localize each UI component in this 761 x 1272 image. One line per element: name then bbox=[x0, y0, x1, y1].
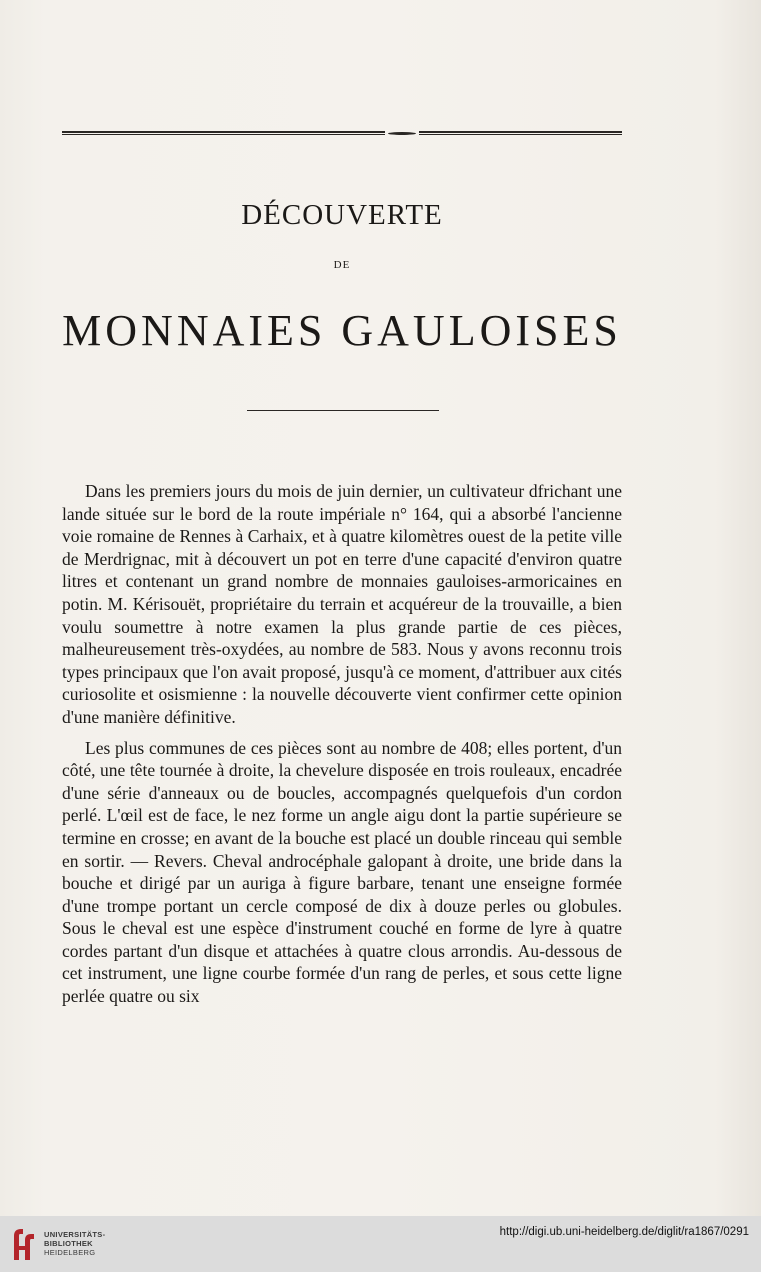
paragraph-2: Les plus communes de ces pièces sont au nombre de 408; elles portent, d'un côté, une tête tournée à droite, la chevelure disposée en trois rouleaux, encadrée d'une série d'anneaux ou de boucles, accompagnés quelquefois d'un cordon perlé. L'œil est de face, le nez forme un angle aigu dont la partie supérieure se termine en crosse; en avant de la bouche est placé un double rinceau qui semble en sortir. — Revers. Cheval androcéphale galopant à droite, une bride dans la bouche et dirigé par un auriga à figure barbare, tenant une enseigne formée d'une trompe portant un cercle composé de dix à douze perles ou globules. Sous le cheval est une espèce d'instrument couché en forme de lyre à quatre cordes partant d'un disque et attachées à quatre clous arrondis. Au-dessous de cet instrument, une ligne courbe formée d'un rang de perles, et sous cette ligne perlée quatre ou six bbox=[62, 737, 622, 1007]
library-name-line1: UNIVERSITÄTS- bbox=[44, 1230, 106, 1239]
viewer-footer-bar bbox=[0, 1216, 761, 1272]
title-de: DE bbox=[333, 259, 351, 271]
library-name bbox=[44, 1230, 105, 1257]
library-name-line2: BIBLIOTHEK bbox=[44, 1239, 93, 1248]
university-library-logo-icon bbox=[10, 1226, 38, 1262]
title-decouverte: DÉCOUVERTE bbox=[241, 199, 443, 231]
library-name-line3: HEIDELBERG bbox=[44, 1248, 96, 1257]
paragraph-1: Dans les premiers jours du mois de juin dernier, un cultivateur dfrichant une lande située sur le bord de la route impériale n° 164, qui a absorbé l'ancienne voie romaine de Rennes à Carhaix, et à quatre kilomètres ouest de la petite ville de Merdrignac, mit à découvert un pot en terre d'une capacité d'environ quatre litres et contenant un grand nombre de monnaies gauloises-armoricaines en potin. M. Kérisouët, propriétaire du terrain et acquéreur de la trouvaille, a bien voulu soumettre à notre examen la plus grande partie de ces pièces, malheureusement très-oxydées, au nombre de 583. Nous y avons reconnu trois types principaux que l'on avait proposé, jusqu'à ce moment, d'attribuer aux cités curiosolite et osismienne : la nouvelle découverte vient confirmer cette opinion d'une manière définitive. bbox=[62, 481, 622, 727]
rule-ornament bbox=[385, 130, 419, 137]
permalink-url[interactable]: http://digi.ub.uni-heidelberg.de/diglit/ra1867/0291 bbox=[499, 1226, 749, 1238]
title-monnaies-gauloises: MONNAIES GAULOISES bbox=[62, 306, 622, 355]
article-body bbox=[62, 480, 622, 1016]
title-separator-rule bbox=[247, 410, 439, 411]
top-double-rule bbox=[62, 131, 622, 135]
